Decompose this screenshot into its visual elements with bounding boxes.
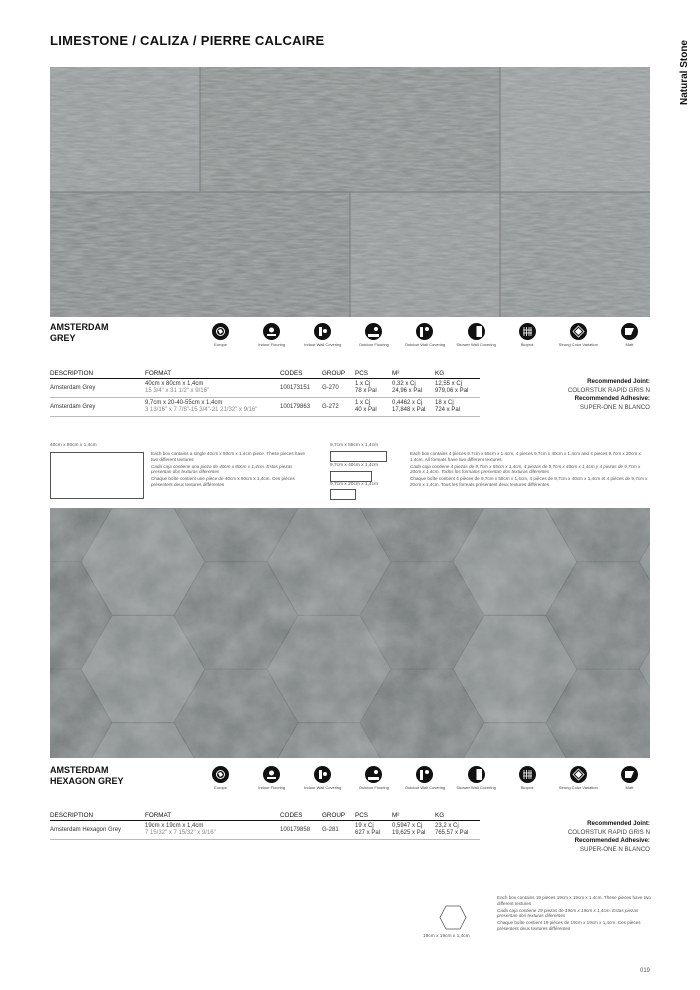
- table-row: Amsterdam Grey 9,7cm x 20-40-55cm x 1,4cm 3 13/16" x 7 7/8"-15 3/4"-21 21/32" x 9/16" 100179863 G-272 1 x Cj 40 x Pal 0,4462 x Cj 17,848 x Pal 18 x Cj 724 x Pal: [50, 398, 480, 417]
- icon-outdoor-wall: Outdoor Wall Covering: [399, 323, 450, 348]
- product-name-amsterdam-grey: AMSTERDAM GREY: [50, 322, 109, 343]
- europe-icon: [212, 323, 229, 340]
- outdoor-wall-covering-icon: [416, 766, 433, 783]
- swatch-20: [330, 489, 356, 500]
- spec-table-product2: [50, 812, 480, 840]
- amsterdam-grey-photo: [50, 67, 650, 317]
- swatch-40: [330, 471, 372, 482]
- outdoor-flooring-icon: [365, 323, 382, 340]
- icon-row-product2: [195, 766, 655, 791]
- bioprot-icon: [519, 323, 536, 340]
- matt-icon: [621, 323, 638, 340]
- spec-table-product1: [50, 370, 480, 417]
- icon-row-product1: [195, 323, 655, 348]
- swatch-large-label: 40cm x 80cm x 1,4cm: [50, 443, 97, 448]
- matt-icon: [621, 766, 638, 783]
- icon-strong-color: Strong Color Variation: [553, 766, 604, 791]
- outdoor-wall-covering-icon: [416, 323, 433, 340]
- icon-indoor-wall: Indoor Wall Covering: [297, 766, 348, 791]
- swatch-40-label: 9,7cm x 40cm x 1,4cm: [330, 463, 378, 468]
- indoor-flooring-icon: [263, 766, 280, 783]
- shower-wall-covering-icon: [468, 323, 485, 340]
- hexagon-swatch: [439, 905, 467, 935]
- strong-color-variation-icon: [570, 766, 587, 783]
- icon-outdoor-wall: Outdoor Wall Covering: [399, 766, 450, 791]
- icon-matt: Matt: [604, 766, 655, 791]
- icon-indoor-flooring: Indoor Flooring: [246, 766, 297, 791]
- icon-bioprot: Bioprot: [502, 323, 553, 348]
- hexagon-swatch-label: 19cm x 19cm x 1,4cm: [423, 934, 470, 939]
- europe-icon: [212, 766, 229, 783]
- multi-box-info-product1: Each box contains 4 pieces 9.7cm x 55cm x 1.4cm, 4 pieces 9.7cm x 40cm x 1.4cm and 4 pieces 9.7cm x 20cm x 1.4cm. All formats have two different textures Cada caja contiene 4 piezas de 9,7cm x 55cm x 1,4cm, 4 piezas de 9,7cm x 40cm x 1,4cm y 4 piezas de 9,7cm x 20cm x 1,4cm. Todos los formatos presentan dos texturas diferentes Chaque boîte contient 4 pièces de 9,7cm x 55cm x 1,4cm, 4 pièces de 9,7cm x 40cm x 1,4cm et 4 pièces de 9,7cm x 20cm x 1,4cm. Tous les formats présentent deux textures différentes: [410, 451, 648, 487]
- table-row: Amsterdam Grey 40cm x 80cm x 1,4cm 15 3/4" x 31 1/2" x 9/16" 100173151 G-270 1 x Cj 78 x Pal 0,32 x Cj 24,96 x Pal 12,55 x Cj 979,06 x Pal: [50, 379, 480, 398]
- section-side-label: Natural Stone: [679, 40, 690, 106]
- product-name-amsterdam-hexagon-grey: AMSTERDAM HEXAGON GREY: [50, 765, 124, 786]
- swatch-55: [330, 451, 387, 462]
- icon-shower-wall: Shower Wall Covering: [451, 323, 502, 348]
- page-number: 019: [639, 968, 650, 974]
- indoor-wall-covering-icon: [314, 323, 331, 340]
- icon-indoor-flooring: Indoor Flooring: [246, 323, 297, 348]
- swatch-20-label: 9,7cm x 20cm x 1,4cm: [330, 482, 378, 487]
- icon-outdoor-flooring: Outdoor Flooring: [348, 323, 399, 348]
- icon-matt: Matt: [604, 323, 655, 348]
- box-info-product2: Each box contains 19 pieces 19cm x 19cm x 1.4cm. These pieces have two different textures Cada caja contiene 19 piezas de 19cm x 19cm x 1,4cm. Estas piezas presentan dos texturas diferentes Chaque boîte contient 19 pièces de 19cm x 19cm x 1,4cm. Ces pièces présentent deux textures différentes: [497, 895, 651, 931]
- recommended-materials-product1: Recommended Joint: COLORSTUK RAPID GRIS N Recommended Adhesive: SUPER-ONE N BLANCO: [567, 378, 650, 411]
- table-header-row: DESCRIPTION FORMAT CODES GROUP PCS M² KG: [50, 812, 480, 821]
- table-header-row: DESCRIPTION FORMAT CODES GROUP PCS M² KG: [50, 370, 480, 379]
- icon-europe: Europe: [195, 323, 246, 348]
- outdoor-flooring-icon: [365, 766, 382, 783]
- box-info-product1: Each box contains a single 40cm x 80cm x 1.4cm piece. These pieces have two different textures Cada caja contiene una pieza de 40cm x 80cm x 1,4cm. Estas piezas presentan dos texturas diferentes Chaque boîte contient une pièce de 40cm x 80cm x 1,4cm. Ces pièces présentent deux textures différentes: [151, 451, 305, 487]
- swatch-large: [50, 452, 144, 499]
- icon-strong-color: Strong Color Variation: [553, 323, 604, 348]
- indoor-flooring-icon: [263, 323, 280, 340]
- amsterdam-hexagon-grey-photo: [50, 508, 650, 758]
- icon-bioprot: Bioprot: [502, 766, 553, 791]
- icon-outdoor-flooring: Outdoor Flooring: [348, 766, 399, 791]
- indoor-wall-covering-icon: [314, 766, 331, 783]
- bioprot-icon: [519, 766, 536, 783]
- page-title: LIMESTONE / CALIZA / PIERRE CALCAIRE: [50, 33, 325, 48]
- icon-europe: Europe: [195, 766, 246, 791]
- icon-indoor-wall: Indoor Wall Covering: [297, 323, 348, 348]
- shower-wall-covering-icon: [468, 766, 485, 783]
- icon-shower-wall: Shower Wall Covering: [451, 766, 502, 791]
- table-row: Amsterdam Hexagon Grey 19cm x 19cm x 1,4cm 7 15/32" x 7 15/32" x 9/16" 100179858 G-281 19 x Cj 627 x Pal 0,5947 x Cj 19,625 x Pal 23,2 x Cj 765,57 x Pal: [50, 821, 480, 840]
- swatch-55-label: 9,7cm x 55cm x 1,4cm: [330, 443, 378, 448]
- strong-color-variation-icon: [570, 323, 587, 340]
- recommended-materials-product2: Recommended Joint: COLORSTUK RAPID GRIS N Recommended Adhesive: SUPER-ONE N BLANCO: [567, 820, 650, 853]
